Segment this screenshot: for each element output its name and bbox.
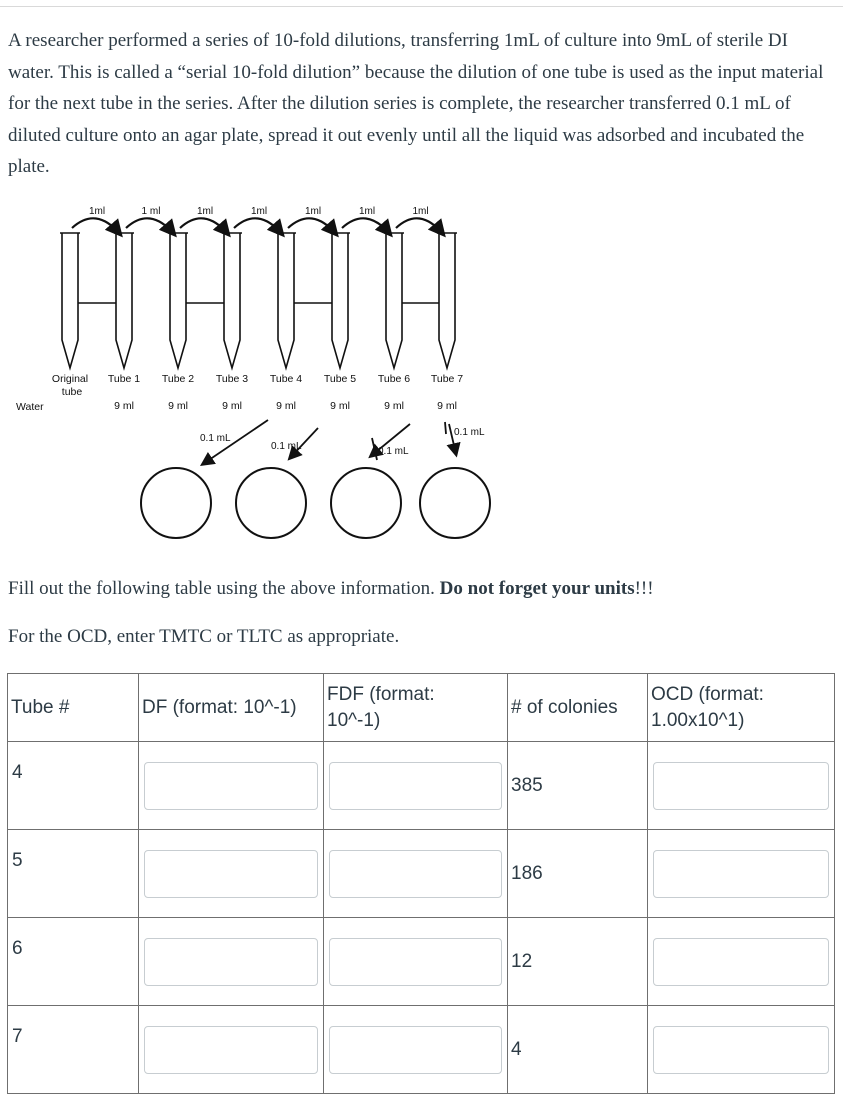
- fdf-cell: [324, 742, 508, 830]
- colonies-count: 4: [508, 1006, 648, 1094]
- df-cell: [139, 918, 324, 1006]
- tube-number: 5: [8, 830, 139, 918]
- plating-label: 0.1 mL: [271, 441, 302, 452]
- header-df: DF (format: 10^-1): [139, 674, 324, 742]
- table-row: [8, 742, 835, 830]
- ocd-input[interactable]: [653, 938, 829, 986]
- instruction-emphasis: Do not forget your units: [439, 578, 635, 599]
- transfer-arrow: [288, 218, 336, 234]
- water-volume: 9 ml: [330, 400, 350, 412]
- tube-shape: [437, 233, 457, 368]
- question-intro: A researcher performed a series of 10-fold dilutions, transferring 1mL of culture into 9mL of sterile DI water. This is called a “serial 10-fold dilution” because the dilution of one tube is used as the input material for the next tube in the series. After the dilution series is complete, the researcher transferred 0.1 mL of diluted culture onto an agar plate, spread it out evenly until all the liquid was adsorbed and incubated the plate.: [8, 30, 824, 177]
- ocd-cell: [648, 742, 835, 830]
- header-fdf: [324, 674, 508, 742]
- plating-label: 0.1 mL: [378, 446, 409, 457]
- water-volume: 9 ml: [276, 400, 296, 412]
- tube-label: Tube 7: [430, 373, 464, 385]
- agar-plate: [420, 468, 490, 538]
- fdf-cell: [324, 830, 508, 918]
- fdf-input[interactable]: [329, 938, 502, 986]
- transfer-label: 1ml: [88, 206, 106, 217]
- instructions: [8, 578, 654, 600]
- top-divider: [0, 6, 843, 7]
- df-input[interactable]: [144, 938, 318, 986]
- water-volume: 9 ml: [384, 400, 404, 412]
- header-ocd: [648, 674, 835, 742]
- tube-shape: [114, 233, 134, 368]
- plating-tick: [372, 438, 377, 460]
- tube-number: 4: [8, 742, 139, 830]
- df-cell: [139, 830, 324, 918]
- plating-label: 0.1 mL: [200, 433, 231, 444]
- fdf-input[interactable]: [329, 850, 502, 898]
- df-cell: [139, 1006, 324, 1094]
- fdf-cell: [324, 918, 508, 1006]
- df-input[interactable]: [144, 850, 318, 898]
- transfer-label: 1ml: [196, 206, 214, 217]
- tube-shape: [276, 233, 296, 368]
- original-tube-sub: tube: [61, 386, 83, 398]
- tube-shape: [168, 233, 188, 368]
- ocd-input[interactable]: [653, 762, 829, 810]
- ocd-input[interactable]: [653, 1026, 829, 1074]
- df-cell: [139, 742, 324, 830]
- transfer-label: 1ml: [358, 206, 376, 217]
- transfer-label: 1ml: [304, 206, 322, 217]
- transfer-arrow: [126, 218, 174, 234]
- instruction-exclaim: !!!: [634, 578, 654, 599]
- header-fdf-line2: 10^-1): [327, 709, 381, 731]
- transfer-arrow: [72, 218, 120, 234]
- table-row: [8, 830, 835, 918]
- transfer-label: 1ml: [250, 206, 268, 217]
- tube-shape: [222, 233, 242, 368]
- colonies-count: 186: [508, 830, 648, 918]
- dilution-diagram: [0, 198, 520, 548]
- tube-shape: [384, 233, 404, 368]
- ocd-cell: [648, 830, 835, 918]
- transfer-label: 1 ml: [141, 206, 161, 217]
- colonies-count: 12: [508, 918, 648, 1006]
- ocd-cell: [648, 1006, 835, 1094]
- plating-label: 0.1 mL: [454, 427, 485, 438]
- header-fdf-line1: FDF (format:: [327, 683, 435, 705]
- table-row: [8, 918, 835, 1006]
- tube-number: 6: [8, 918, 139, 1006]
- answer-table: [7, 673, 835, 1094]
- transfer-arrow: [396, 218, 443, 234]
- water-label: Water: [16, 401, 44, 413]
- ocd-input[interactable]: [653, 850, 829, 898]
- tube-label: Tube 4: [269, 373, 303, 385]
- ocd-cell: [648, 918, 835, 1006]
- df-input[interactable]: [144, 762, 318, 810]
- water-volume: 9 ml: [437, 400, 457, 412]
- table-row: [8, 1006, 835, 1094]
- transfer-arrow: [234, 218, 282, 234]
- agar-plate: [141, 468, 211, 538]
- transfer-arrow: [180, 218, 228, 234]
- tube-label: Tube 2: [161, 373, 195, 385]
- table-header-row: [8, 674, 835, 742]
- instruction-text: Fill out the following table using the above information.: [8, 578, 440, 599]
- plating-tick: [445, 422, 446, 434]
- ocd-note: For the OCD, enter TMTC or TLTC as appropriate.: [8, 626, 400, 647]
- header-ocd-line1: OCD (format:: [651, 683, 764, 705]
- tube-label: Tube 3: [215, 373, 249, 385]
- df-input[interactable]: [144, 1026, 318, 1074]
- tube-shape: [330, 233, 350, 368]
- header-colonies: # of colonies: [508, 674, 648, 742]
- water-volume: 9 ml: [114, 400, 134, 412]
- tube-shape: [60, 233, 80, 368]
- tube-number: 7: [8, 1006, 139, 1094]
- tube-label: Tube 6: [377, 373, 411, 385]
- fdf-input[interactable]: [329, 762, 502, 810]
- tube-label: Tube 5: [323, 373, 357, 385]
- header-tube: Tube #: [8, 674, 139, 742]
- water-volume: 9 ml: [222, 400, 242, 412]
- agar-plate: [331, 468, 401, 538]
- agar-plate: [236, 468, 306, 538]
- header-ocd-line2: 1.00x10^1): [651, 709, 745, 731]
- fdf-cell: [324, 1006, 508, 1094]
- tube-label: Original: [51, 373, 89, 385]
- water-volume: 9 ml: [168, 400, 188, 412]
- transfer-label: 1ml: [412, 206, 429, 217]
- tube-label: Tube 1: [107, 373, 141, 385]
- fdf-input[interactable]: [329, 1026, 502, 1074]
- transfer-arrow: [342, 218, 390, 234]
- colonies-count: 385: [508, 742, 648, 830]
